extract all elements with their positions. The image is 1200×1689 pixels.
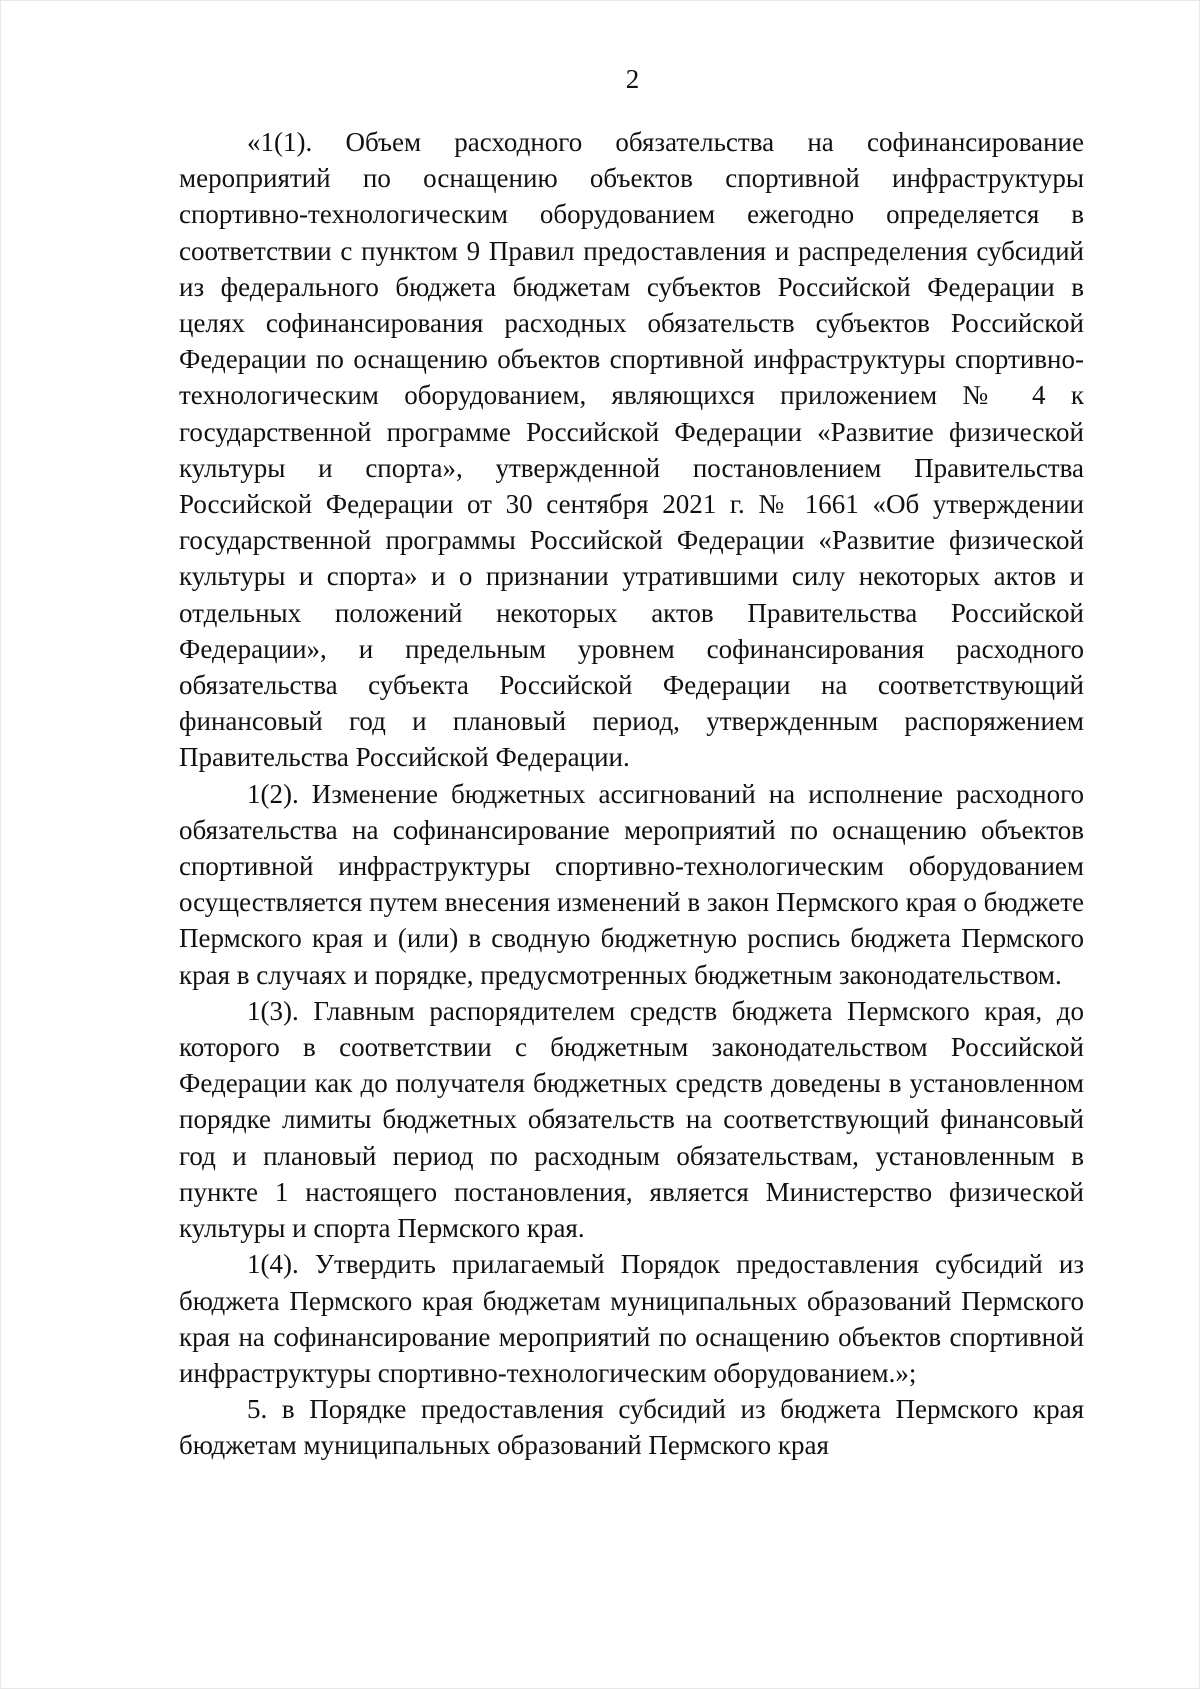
page-number: 2 [625, 64, 640, 94]
document-body [179, 124, 1084, 1464]
paragraph-1-1: «1(1). Объем расходного обязательства на софинансирование мероприятий по оснащению объектов спортивной инфраструктуры спортивно-технологическим оборудованием ежегодно определяется в соответствии с пунктом 9 Правил предоставления и распределения субсидий из федерального бюджета бюджетам субъектов Российской Федерации в целях софинансирования расходных обязательств субъектов Российской Федерации по оснащению объектов спортивной инфраструктуры спортивно-технологическим оборудованием, являющихся приложением № 4 к государственной программе Российской Федерации «Развитие физической культуры и спорта», утвержденной постановлением Правительства Российской Федерации от 30 сентября 2021 г. № 1661 «Об утверждении государственной программы Российской Федерации «Развитие физической культуры и спорта» и о признании утратившими силу некоторых актов и отдельных положений некоторых актов Правительства Российской Федерации», и предельным уровнем софинансирования расходного обязательства субъекта Российской Федерации на соответствующий финансовый год и плановый период, утвержденным распоряжением Правительства Российской Федерации. [179, 127, 1084, 773]
paragraph-1-2: 1(2). Изменение бюджетных ассигнований на исполнение расходного обязательства на софинансирование мероприятий по оснащению объектов спортивной инфраструктуры спортивно-технологическим оборудованием осуществляется путем внесения изменений в закон Пермского края о бюджете Пермского края и (или) в сводную бюджетную роспись бюджета Пермского края в случаях и порядке, предусмотренных бюджетным законодательством. [179, 778, 1084, 990]
paragraph-1-3: 1(3). Главным распорядителем средств бюджета Пермского края, до которого в соответствии с бюджетным законодательством Российской Федерации как до получателя бюджетных средств доведены в установленном порядке лимиты бюджетных обязательств на соответствующий финансовый год и плановый период по расходным обязательствам, установленным в пункте 1 настоящего постановления, является Министерство физической культуры и спорта Пермского края. [179, 995, 1084, 1244]
paragraph-1-4: 1(4). Утвердить прилагаемый Порядок предоставления субсидий из бюджета Пермского края бюджетам муниципальных образований Пермского края на софинансирование мероприятий по оснащению объектов спортивной инфраструктуры спортивно-технологическим оборудованием.»; [179, 1249, 1084, 1388]
paragraph-5: 5. в Порядке предоставления субсидий из бюджета Пермского края бюджетам муниципальных образований Пермского края [179, 1394, 1084, 1461]
